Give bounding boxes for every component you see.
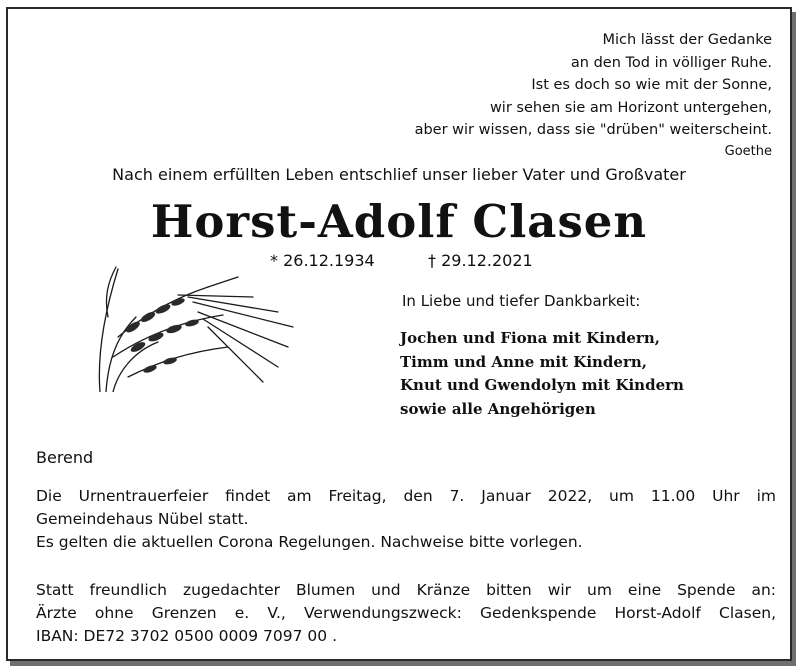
donation-info [36,579,776,648]
poem-line: aber wir wissen, dass sie "drüben" weiterscheint. [414,122,772,138]
ceremony-line: Gemeindehaus Nübel statt. [36,510,249,528]
poem [415,29,772,162]
birth-date: * 26.12.1934 [270,251,375,270]
family-member: Knut und Gwendolyn mit Kindern [400,376,684,394]
poem-line: an den Tod in völliger Ruhe. [570,54,772,71]
place-name: Berend [36,448,94,467]
obituary-frame [6,7,792,661]
wheat-icon [78,257,303,392]
deceased-name: Horst-Adolf Clasen [150,195,648,248]
family-member: Timm und Anne mit Kindern, [400,352,647,371]
death-date: † 29.12.2021 [428,251,533,270]
thanks-text: In Liebe und tiefer Dankbarkeit: [402,292,641,310]
poem-line: Ist es doch so wie mit der Sonne, [531,77,772,93]
ceremony-info [36,485,776,554]
ceremony-line: Es gelten die aktuellen Corona Regelungen. Nachweise bitte vorlegen. [36,533,583,551]
donation-line: IBAN: DE72 3702 0500 0009 7097 00 . [36,627,338,645]
donation-line: Statt freundlich zugedachter Blumen und Kränze bitten wir um eine Spende an: [36,581,776,599]
family-member: sowie alle Angehörigen [400,399,596,418]
poem-line: Mich lässt der Gedanke [602,32,772,48]
poem-line: wir sehen sie am Horizont untergehen, [489,99,772,116]
ceremony-line: Die Urnentrauerfeier findet am Freitag, den 7. Januar 2022, um 11.00 Uhr im [36,487,776,505]
family-member: Jochen und Fiona mit Kindern, [400,329,660,347]
donation-line: Ärzte ohne Grenzen e. V., Verwendungszweck: Gedenkspende Horst-Adolf Clasen, [36,604,776,622]
intro-text: Nach einem erfüllten Leben entschlief unser lieber Vater und Großvater [112,165,686,184]
poem-author: Goethe [724,143,772,159]
family-list [400,327,684,421]
